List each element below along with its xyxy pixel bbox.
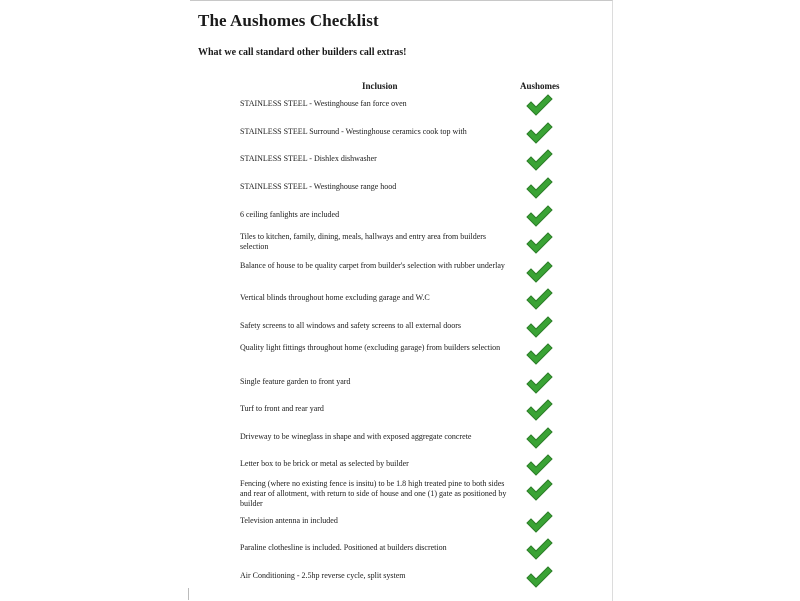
checklist-row: [190, 426, 612, 452]
check-icon: [525, 453, 555, 479]
checklist-row: [190, 176, 612, 202]
checklist-row: [190, 231, 612, 257]
checklist-item-text: STAINLESS STEEL Surround - Westinghouse ceramics cook top with: [240, 127, 467, 136]
check-icon: [525, 342, 555, 368]
checklist-row: [190, 260, 612, 286]
check-icon: [525, 510, 555, 536]
checklist-row: [190, 565, 612, 591]
page-subtitle: What we call standard other builders call extras!: [198, 47, 407, 58]
check-icon: [525, 93, 555, 119]
checklist-item-text: STAINLESS STEEL - Westinghouse fan force oven: [240, 99, 407, 108]
check-icon: [525, 148, 555, 174]
checklist-page: [190, 0, 613, 601]
checklist-row: [190, 121, 612, 147]
checklist-row: [190, 315, 612, 341]
check-icon: [525, 371, 555, 397]
checklist-item-text: STAINLESS STEEL - Westinghouse range hood: [240, 182, 397, 191]
checklist-item-text: Tiles to kitchen, family, dining, meals, hallways and entry area from builders selection: [240, 232, 487, 251]
column-header-aushomes: Aushomes: [520, 81, 560, 91]
check-icon: [525, 204, 555, 230]
checklist-item-text: Driveway to be wineglass in shape and with exposed aggregate concrete: [240, 432, 472, 441]
checklist-item-text: Letter box to be brick or metal as selected by builder: [240, 459, 409, 468]
check-icon: [525, 537, 555, 563]
check-icon: [525, 478, 555, 504]
checklist-item-text: Air Conditioning - 2.5hp reverse cycle, split system: [240, 571, 406, 580]
checklist-item-text: Single feature garden to front yard: [240, 377, 351, 386]
checklist-item-text: Balance of house to be quality carpet from builder's selection with rubber underlay: [240, 261, 505, 270]
check-icon: [525, 287, 555, 313]
checklist-row: [190, 287, 612, 313]
check-icon: [525, 565, 555, 591]
checklist-row: [190, 93, 612, 119]
checklist-row: [190, 371, 612, 397]
page-title: The Aushomes Checklist: [198, 11, 379, 30]
column-header-inclusion: Inclusion: [362, 81, 398, 91]
page-edge-mark: [188, 588, 189, 600]
checklist-item-text: 6 ceiling fanlights are included: [240, 210, 340, 219]
checklist-row: [190, 148, 612, 174]
checklist-item-text: Safety screens to all windows and safety screens to all external doors: [240, 321, 462, 330]
checklist-row: [190, 398, 612, 424]
checklist-item-text: Vertical blinds throughout home excluding garage and W.C: [240, 293, 430, 302]
checklist-item-text: STAINLESS STEEL - Dishlex dishwasher: [240, 154, 377, 163]
checklist-row: [190, 453, 612, 479]
check-icon: [525, 426, 555, 452]
checklist-row: [190, 478, 612, 508]
check-icon: [525, 231, 555, 257]
check-icon: [525, 176, 555, 202]
check-icon: [525, 315, 555, 341]
checklist-row: [190, 510, 612, 536]
checklist-rows: [190, 1, 612, 601]
checklist-item-text: Paraline clothesline is included. Positioned at builders discretion: [240, 543, 447, 552]
checklist-item-text: Fencing (where no existing fence is insitu) to be 1.8 high treated pine to both sides and rear of allotment, with return to side of house and one (1) gate as positioned by builder: [240, 479, 507, 508]
checklist-row: [190, 204, 612, 230]
checklist-row: [190, 537, 612, 563]
check-icon: [525, 398, 555, 424]
checklist-item-text: Television antenna in included: [240, 516, 338, 525]
check-icon: [525, 121, 555, 147]
checklist-item-text: Turf to front and rear yard: [240, 404, 324, 413]
checklist-row: [190, 342, 612, 368]
check-icon: [525, 260, 555, 286]
checklist-item-text: Quality light fittings throughout home (excluding garage) from builders selection: [240, 343, 501, 352]
